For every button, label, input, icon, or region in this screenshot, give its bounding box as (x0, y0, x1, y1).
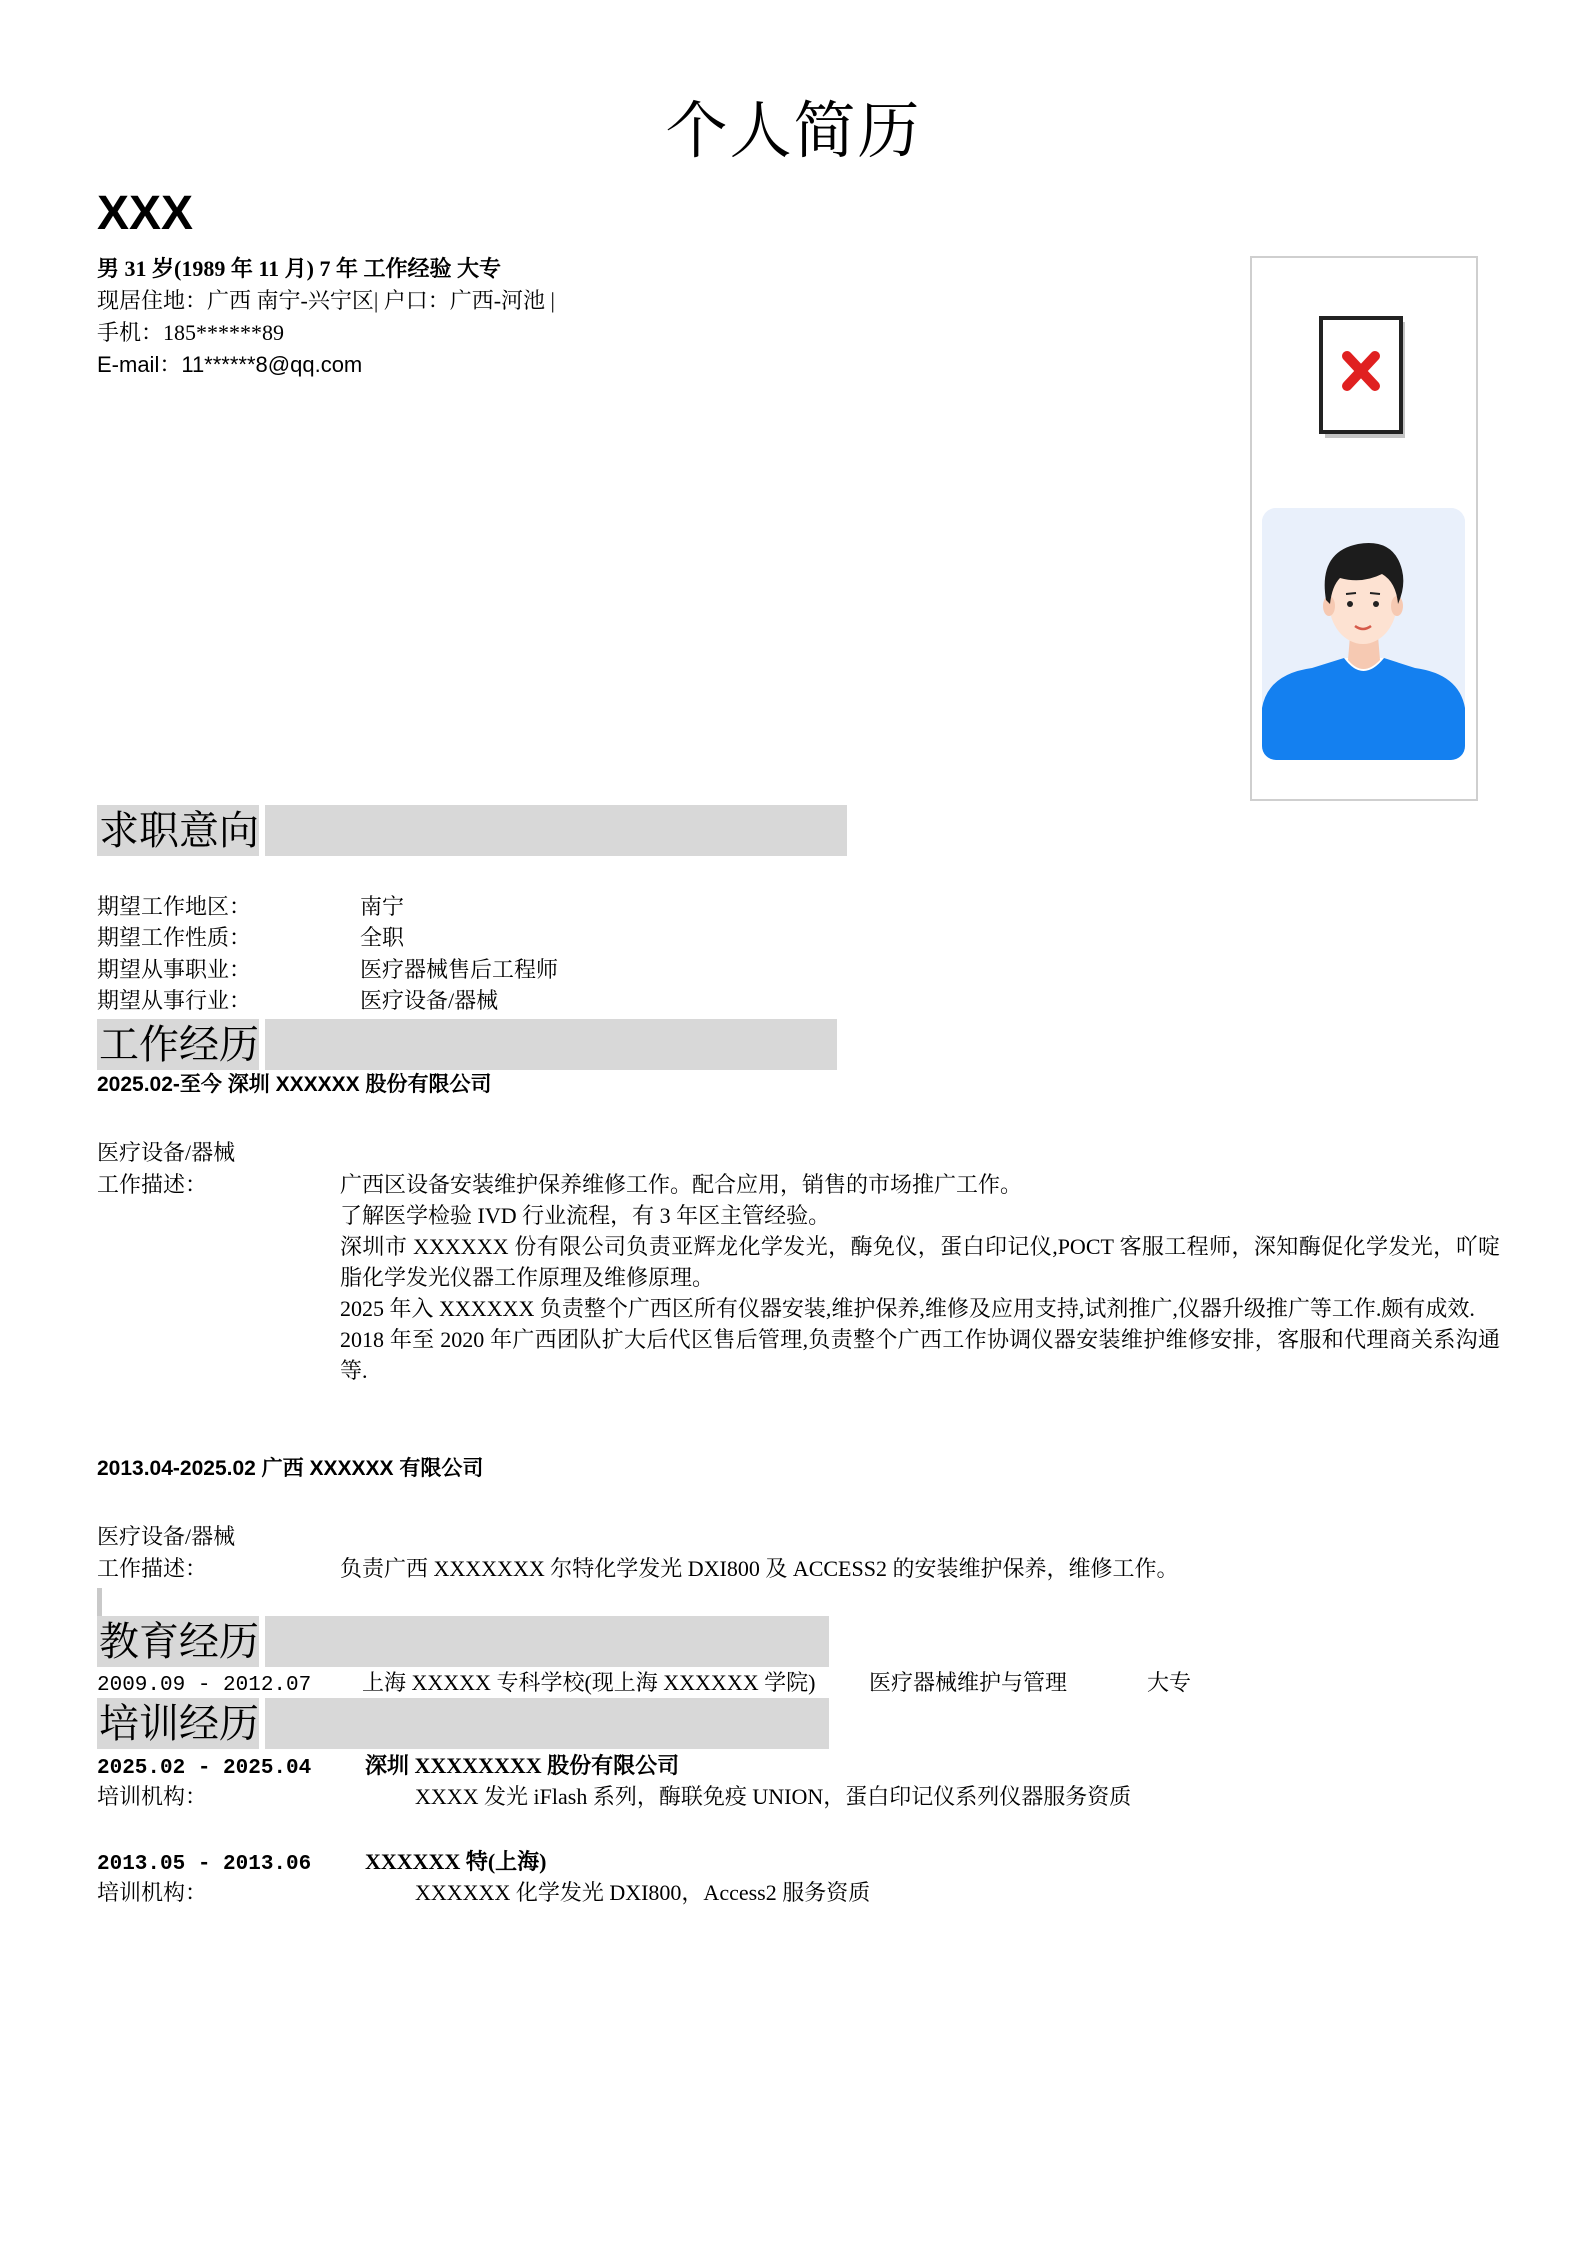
section-title: 教育经历 (97, 1616, 262, 1667)
row-value: 全职 (360, 925, 405, 950)
intention-row (97, 891, 405, 922)
training-header (97, 1846, 547, 1880)
row-label: 期望工作地区： (97, 894, 252, 919)
job-description (340, 1553, 1500, 1584)
training-org: XXXXXX 特(上海) (365, 1849, 547, 1874)
desc-line: 2018 年至 2020 年广西团队扩大后代区售后管理,负责整个广西工作协调仪器安装维护维修安排，客服和代理商关系沟通等. (340, 1327, 1500, 1383)
heading-divider (259, 1019, 265, 1070)
heading-divider (259, 1698, 265, 1749)
residence-line: 现居住地：广西 南宁-兴宁区| 户口：广西-河池 | (97, 288, 555, 313)
email-line: E-mail：11******8@qq.com (97, 352, 363, 377)
desc-line: 负责广西 XXXXXXX 尔特化学发光 DXI800 及 ACCESS2 的安装维护保养，维修工作。 (340, 1556, 1179, 1581)
section-heading-education (97, 1616, 829, 1667)
intention-row (97, 954, 559, 985)
heading-divider (259, 805, 265, 856)
avatar (1262, 508, 1465, 760)
training-content: XXXXXX 化学发光 DXI800，Access2 服务资质 (415, 1880, 871, 1905)
section-title: 培训经历 (97, 1698, 262, 1749)
row-value: 医疗设备/器械 (360, 988, 499, 1013)
training-content: XXXX 发光 iFlash 系列，酶联免疫 UNION，蛋白印记仪系列仪器服务资质 (415, 1784, 1132, 1809)
section-heading-intention (97, 805, 847, 856)
job-description (340, 1169, 1500, 1386)
job-desc-label: 工作描述： (97, 1556, 208, 1581)
training-label: 培训机构： (97, 1784, 208, 1809)
row-value: 南宁 (360, 894, 405, 919)
education-period: 2009.09 - 2012.07 (97, 1674, 312, 1697)
section-title: 求职意向 (97, 805, 262, 856)
education-row (97, 1667, 1192, 1701)
training-detail (97, 1877, 871, 1908)
row-label: 期望工作性质： (97, 925, 252, 950)
job-industry: 医疗设备/器械 (97, 1140, 236, 1165)
row-value: 医疗器械售后工程师 (360, 957, 559, 982)
education-school: 上海 XXXXX 专科学校(现上海 XXXXXX 学院) (362, 1670, 816, 1695)
row-label: 期望从事职业： (97, 957, 252, 982)
intention-row (97, 985, 499, 1016)
job-desc-label: 工作描述： (97, 1172, 208, 1197)
intention-row (97, 922, 405, 953)
desc-line: 广西区设备安装维护保养维修工作。配合应用，销售的市场推广工作。 (340, 1172, 1023, 1197)
section-heading-work (97, 1019, 837, 1070)
job-header: 2025.02-至今 深圳 XXXXXX 股份有限公司 (97, 1073, 492, 1096)
desc-line: 了解医学检验 IVD 行业流程，有 3 年区主管经验。 (340, 1203, 831, 1228)
section-heading-training (97, 1698, 829, 1749)
basic-summary: 男 31 岁(1989 年 11 月) 7 年 工作经验 大专 (97, 256, 501, 281)
job-header: 2013.04-2025.02 广西 XXXXXX 有限公司 (97, 1457, 484, 1480)
training-detail (97, 1781, 1132, 1812)
row-label: 期望从事行业： (97, 988, 252, 1013)
section-title: 工作经历 (97, 1019, 262, 1070)
training-period: 2013.05 - 2013.06 (97, 1853, 312, 1876)
training-period: 2025.02 - 2025.04 (97, 1757, 312, 1780)
education-degree: 大专 (1147, 1670, 1192, 1695)
desc-line: 深圳市 XXXXXX 份有限公司负责亚辉龙化学发光，酶免仪，蛋白印记仪,POCT 客服工程师，深知酶促化学发光，吖啶脂化学发光仪器工作原理及维修原理。 (340, 1234, 1500, 1290)
avatar-illustration (1262, 508, 1465, 760)
paragraph-marker (97, 1588, 102, 1616)
broken-image-icon (1319, 316, 1407, 440)
training-label: 培训机构： (97, 1880, 208, 1905)
job-industry: 医疗设备/器械 (97, 1524, 236, 1549)
training-header (97, 1750, 680, 1784)
education-major: 医疗器械维护与管理 (869, 1670, 1068, 1695)
phone-line: 手机：185******89 (97, 320, 285, 345)
heading-divider (259, 1616, 265, 1667)
candidate-name: XXX (97, 187, 194, 240)
training-org: 深圳 XXXXXXXX 股份有限公司 (365, 1753, 680, 1778)
page-title: 个人简历 (665, 98, 922, 166)
desc-line: 2025 年入 XXXXXX 负责整个广西区所有仪器安装,维护保养,维修及应用支持,试剂推广,仪器升级推广等工作.颇有成效. (340, 1296, 1475, 1321)
